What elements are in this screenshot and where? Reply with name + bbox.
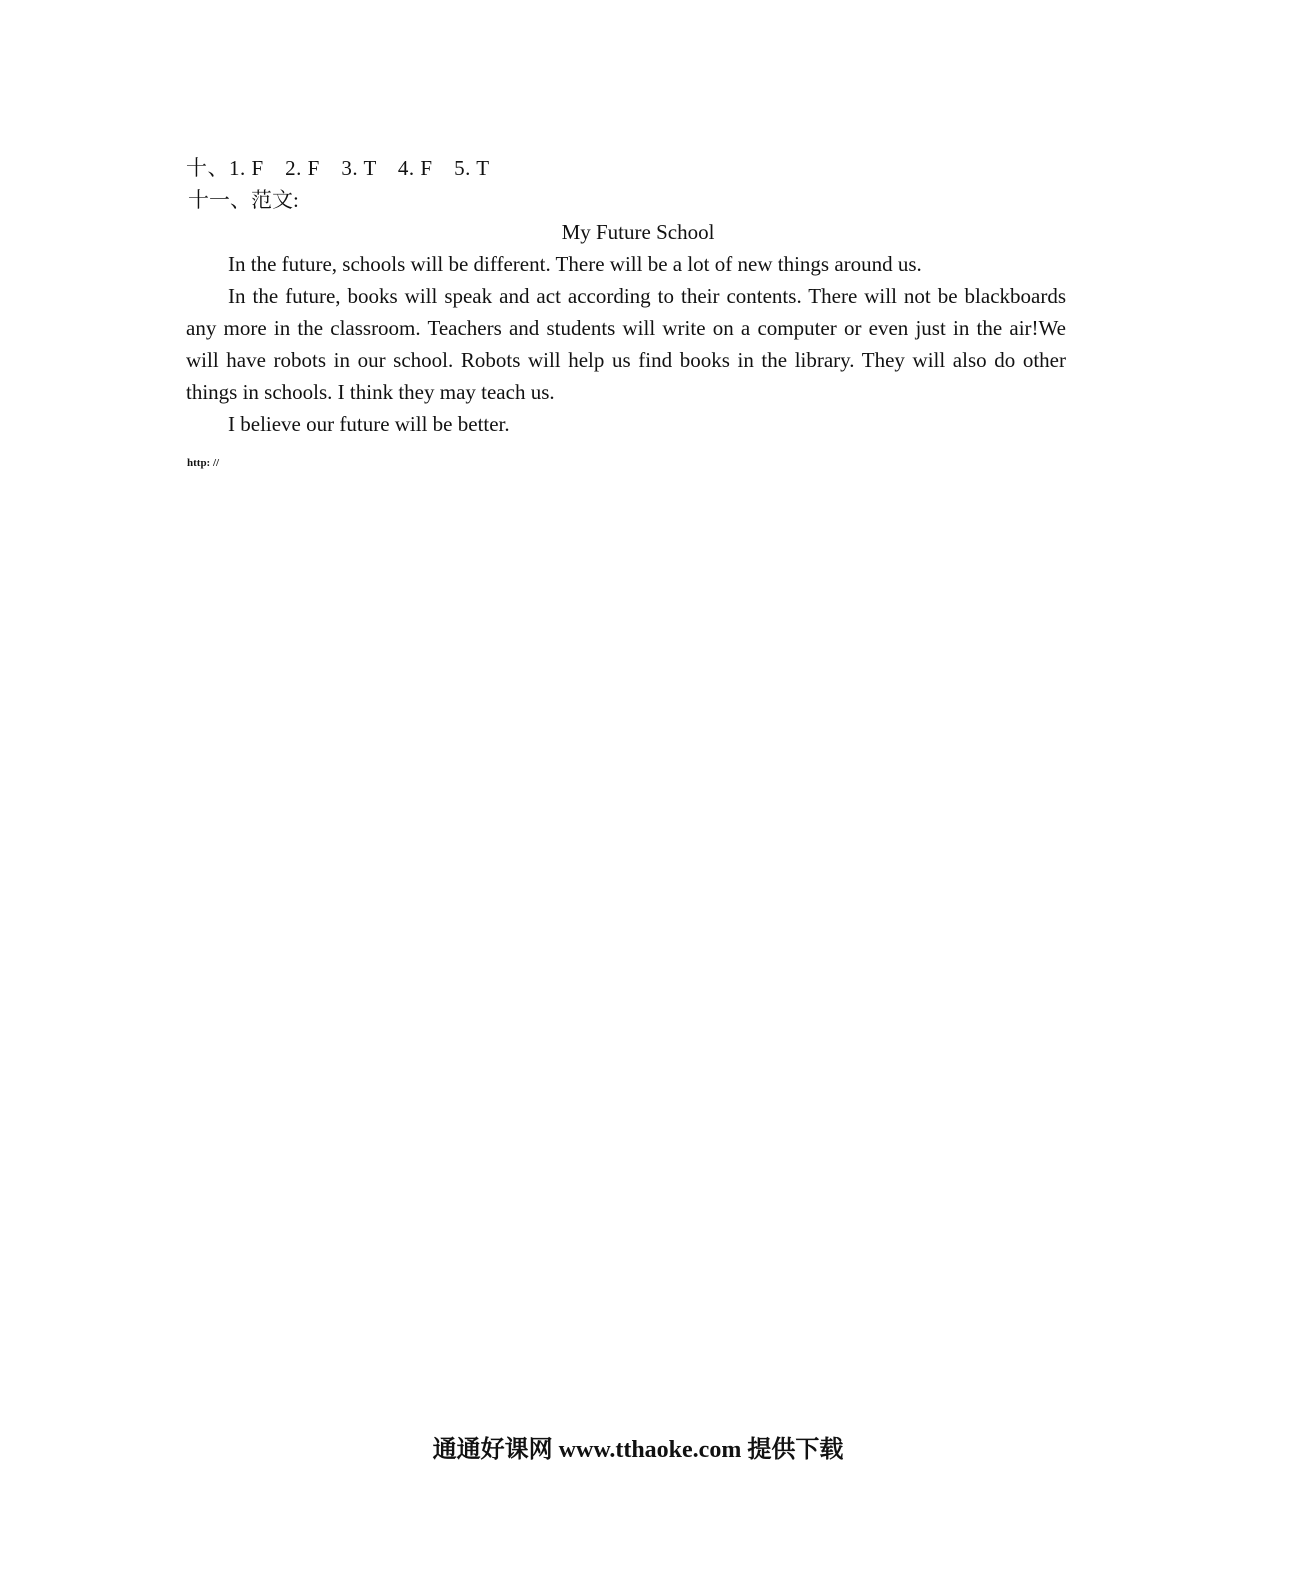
footer-banner bbox=[0, 1434, 1276, 1466]
footer-site-name: 通通好课网 bbox=[432, 1437, 553, 1463]
answer-key-line: 十、1. F 2. F 3. T 4. F 5. T bbox=[186, 156, 490, 180]
essay-paragraph: I believe our future will be better. bbox=[228, 412, 510, 436]
essay-paragraph: In the future, books will speak and act according to their contents. There will not be blackboards any more in the classroom. Teachers and students will write on a computer or even just in the air!We will have robots in our school. Robots will help us find books in the library. They will also do other things in schools. I think they may teach us. bbox=[186, 284, 1066, 404]
essay-title: My Future School bbox=[561, 220, 715, 244]
footer-download-text: 提供下载 bbox=[747, 1437, 844, 1463]
url-fragment: http: // bbox=[187, 457, 220, 469]
essay-paragraph: In the future, schools will be different. There will be a lot of new things around us. bbox=[228, 252, 922, 276]
footer-site-url[interactable]: www.tthaoke.com bbox=[558, 1437, 742, 1463]
essay-section-heading: 十一、范文: bbox=[188, 188, 299, 212]
